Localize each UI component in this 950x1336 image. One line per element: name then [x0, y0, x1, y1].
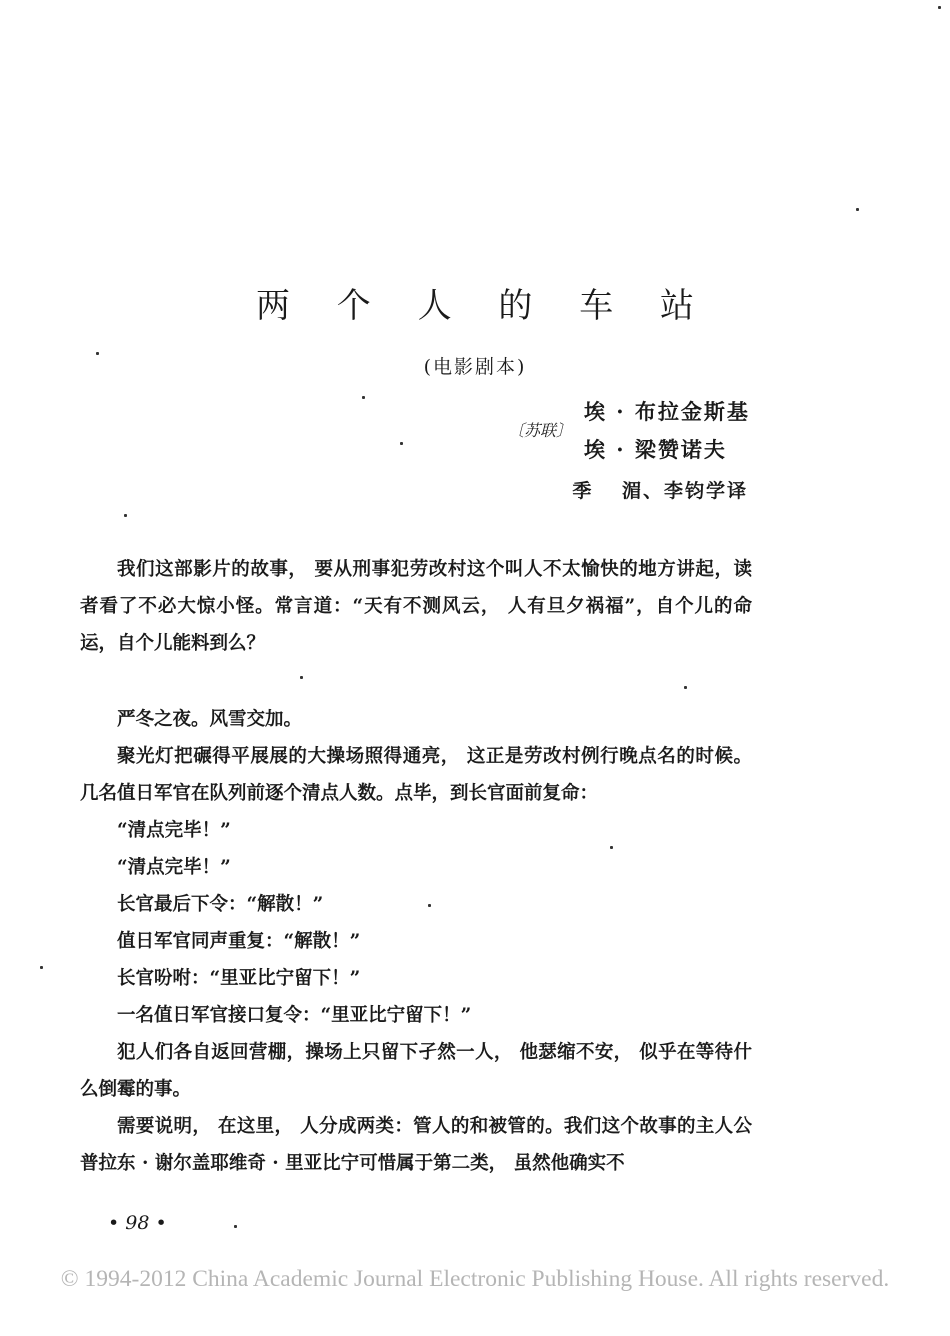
scan-speck: [234, 1225, 237, 1228]
article-title: 两 个 人 的 车 站: [255, 286, 713, 326]
scan-speck: [400, 442, 403, 445]
author-country: 〔苏联〕: [508, 421, 573, 440]
body-paragraph: 需要说明， 在这里， 人分成两类：管人的和被管的。我们这个故事的主人公普拉东 · 谢尔盖耶维奇 · 里亚比宁可惜属于第二类， 虽然他确实不: [80, 1116, 752, 1174]
body-paragraph: “清点完毕！”: [117, 820, 231, 841]
scan-speck: [428, 904, 431, 907]
scan-speck: [938, 6, 941, 9]
body-block: [80, 701, 752, 1182]
scan-speck: [300, 676, 303, 679]
intro-block: [80, 551, 752, 662]
page-number: • 98 •: [108, 1212, 167, 1234]
translators-line: 季 湄、李钧学译: [572, 480, 748, 502]
body-paragraph: 严冬之夜。风雪交加。: [117, 709, 303, 730]
scan-speck: [96, 352, 99, 355]
body-paragraph: 聚光灯把碾得平展展的大操场照得通亮， 这正是劳改村例行晚点名的时候。几名值日军官在队列前逐个清点人数。点毕，到长官面前复命：: [80, 746, 752, 804]
scan-speck: [124, 514, 127, 517]
body-paragraph: 长官吩咐：“里亚比宁留下！”: [117, 968, 361, 989]
body-paragraph: 一名值日军官接口复令：“里亚比宁留下！”: [117, 1005, 472, 1026]
body-paragraph: 值日军官同声重复：“解散！”: [117, 931, 361, 952]
copyright-footer: © 1994-2012 China Academic Journal Electronic Publishing House. All rights reserved.: [60, 1266, 890, 1292]
author-2: 埃 · 梁赞诺夫: [584, 437, 727, 462]
scan-speck: [684, 686, 687, 689]
intro-paragraph: 我们这部影片的故事， 要从刑事犯劳改村这个叫人不太愉快的地方讲起，读者看了不必大惊小怪。常言道：“天有不测风云， 人有旦夕祸福”，自个儿的命运，自个儿能料到么？: [80, 559, 752, 654]
scan-speck: [40, 966, 43, 969]
author-1: 埃 · 布拉金斯基: [584, 399, 750, 424]
body-paragraph: 犯人们各自返回营棚，操场上只留下孑然一人， 他瑟缩不安， 似乎在等待什么倒霉的事。: [80, 1042, 752, 1100]
body-paragraph: “清点完毕！”: [117, 857, 231, 878]
body-paragraph: 长官最后下令：“解散！”: [117, 894, 324, 915]
scan-speck: [362, 396, 365, 399]
scan-speck: [610, 846, 613, 849]
scan-speck: [856, 208, 859, 211]
article-subtitle: (电影剧本): [423, 356, 527, 378]
